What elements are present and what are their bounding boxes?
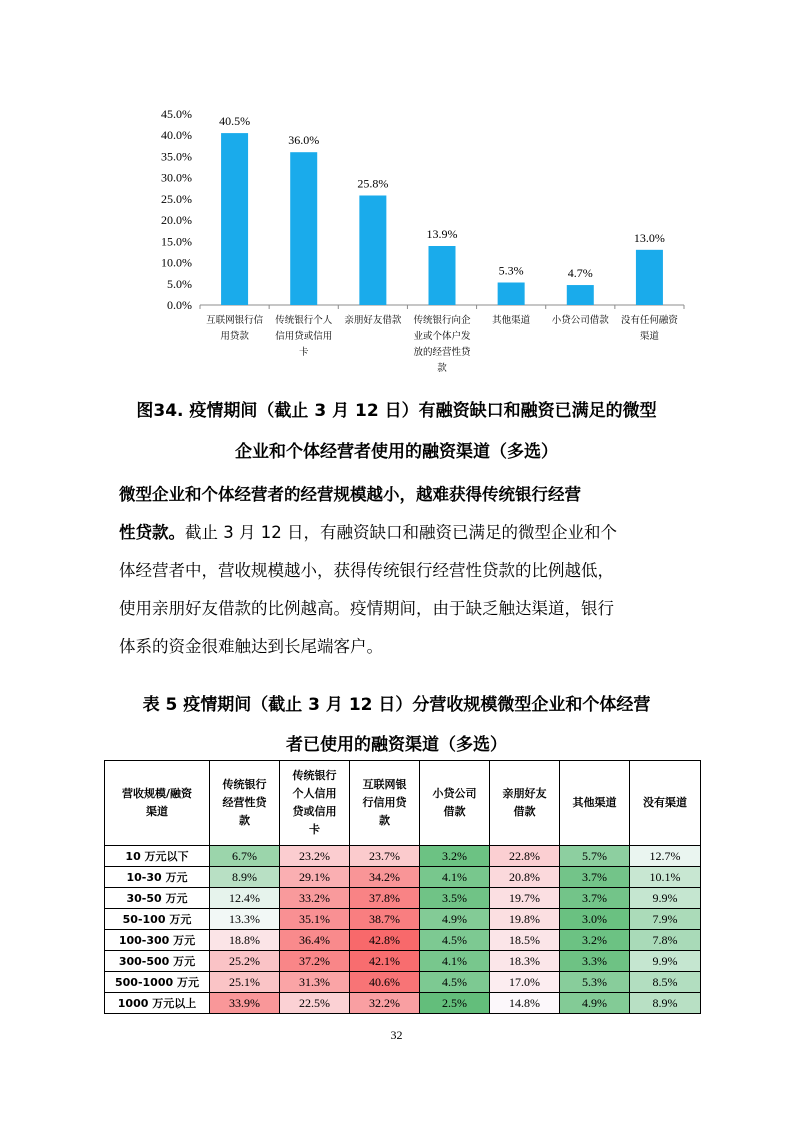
data-label: 36.0% xyxy=(288,133,320,148)
x-category-label-line: 卡 xyxy=(298,347,309,358)
table-cell: 42.1% xyxy=(350,951,420,972)
table-cell: 4.5% xyxy=(420,972,490,993)
financing-channel-table xyxy=(104,760,701,1014)
x-category-label xyxy=(206,314,264,342)
table-cell: 2.5% xyxy=(420,993,490,1014)
row-label: 50-100 万元 xyxy=(105,909,210,930)
table-cell: 4.1% xyxy=(420,951,490,972)
figure-caption-line2: 企业和个体经营者使用的融资渠道（多选） xyxy=(235,442,558,462)
table-cell: 3.7% xyxy=(560,867,630,888)
table-caption-line2: 者已使用的融资渠道（多选） xyxy=(286,735,507,755)
y-tick-label: 0.0% xyxy=(167,298,192,312)
table-cell: 4.9% xyxy=(420,909,490,930)
x-category-label-line: 传统银行向企 xyxy=(413,315,471,326)
table-cell: 13.3% xyxy=(210,909,280,930)
x-category-label xyxy=(413,314,471,374)
x-category-label-line: 信用贷或信用 xyxy=(275,331,333,342)
paragraph-line5: 体系的资金很难触达到长尾端客户。 xyxy=(119,637,383,656)
table-row xyxy=(105,867,701,888)
table-header-text: 借款 xyxy=(513,805,536,818)
y-tick-label: 25.0% xyxy=(161,191,192,206)
table-cell: 4.9% xyxy=(560,993,630,1014)
table-row xyxy=(105,846,701,867)
x-category-label-line: 没有任何融资 xyxy=(620,315,678,326)
table-cell: 37.8% xyxy=(350,888,420,909)
table-cell: 3.2% xyxy=(420,846,490,867)
table-cell: 10.1% xyxy=(630,867,701,888)
y-tick-label: 45.0% xyxy=(161,107,192,121)
x-category-label-line: 小贷公司借款 xyxy=(551,315,609,326)
x-category-label-line: 用贷款 xyxy=(220,331,249,342)
x-category-label xyxy=(344,314,402,326)
paragraph-lead: 微型企业和个体经营者的经营规模越小，越难获得传统银行经营 xyxy=(119,485,581,504)
table-header-text: 互联网银 xyxy=(362,778,407,791)
table-cell: 29.1% xyxy=(280,867,350,888)
table-cell: 5.7% xyxy=(560,846,630,867)
x-category-label-line: 放的经营性贷 xyxy=(413,347,471,358)
bar xyxy=(498,283,525,305)
x-category-label-line: 互联网银行信 xyxy=(206,315,264,326)
table-cell: 33.2% xyxy=(280,888,350,909)
bar xyxy=(567,285,594,305)
table-header-text: 小贷公司 xyxy=(432,787,477,800)
table-cell: 34.2% xyxy=(350,867,420,888)
table-caption-line1: 表 5 疫情期间（截止 3 月 12 日）分营收规模微型企业和个体经营 xyxy=(142,695,651,715)
table-cell: 25.2% xyxy=(210,951,280,972)
table-cell: 18.5% xyxy=(490,930,560,951)
table-cell: 19.8% xyxy=(490,909,560,930)
bar xyxy=(221,133,248,305)
y-tick-label: 10.0% xyxy=(161,255,192,270)
table-header-text: 行信用贷 xyxy=(362,796,407,809)
paragraph-line4: 使用亲朋好友借款的比例越高。疫情期间，由于缺乏触达渠道，银行 xyxy=(119,599,614,618)
table-cell: 8.5% xyxy=(630,972,701,993)
table-cell: 31.3% xyxy=(280,972,350,993)
table-header-text: 传统银行 xyxy=(292,769,337,782)
table-cell: 7.9% xyxy=(630,909,701,930)
table-cell: 35.1% xyxy=(280,909,350,930)
y-tick-label: 15.0% xyxy=(161,234,192,249)
table-row xyxy=(105,993,701,1014)
row-label: 10-30 万元 xyxy=(105,867,210,888)
data-label: 25.8% xyxy=(357,176,389,191)
y-tick-label: 35.0% xyxy=(161,149,192,164)
x-category-label-line: 传统银行个人 xyxy=(275,315,333,326)
table-header-cell xyxy=(350,761,420,846)
data-label: 4.7% xyxy=(567,266,593,281)
table-row xyxy=(105,951,701,972)
page-number: 32 xyxy=(390,1028,403,1042)
table-header-cell xyxy=(280,761,350,846)
table-cell: 22.8% xyxy=(490,846,560,867)
row-label: 10 万元以下 xyxy=(105,846,210,867)
table-cell: 23.7% xyxy=(350,846,420,867)
paragraph-lead-2: 性贷款。 xyxy=(119,523,185,542)
row-label: 1000 万元以上 xyxy=(105,993,210,1014)
table-row xyxy=(105,888,701,909)
x-category-label xyxy=(275,314,333,358)
row-label: 100-300 万元 xyxy=(105,930,210,951)
table-cell: 18.8% xyxy=(210,930,280,951)
table-header-cell xyxy=(105,761,210,846)
table-header-text: 款 xyxy=(239,814,250,827)
table-cell: 3.0% xyxy=(560,909,630,930)
table-cell: 40.6% xyxy=(350,972,420,993)
x-category-label xyxy=(492,314,531,326)
paragraph-line3: 体经营者中，营收规模越小，获得传统银行经营性贷款的比例越低， xyxy=(119,561,614,580)
y-tick-label: 40.0% xyxy=(161,128,192,143)
table-cell: 36.4% xyxy=(280,930,350,951)
table-cell: 9.9% xyxy=(630,888,701,909)
table-cell: 42.8% xyxy=(350,930,420,951)
table-cell: 3.3% xyxy=(560,951,630,972)
table-cell: 4.5% xyxy=(420,930,490,951)
table-cell: 17.0% xyxy=(490,972,560,993)
bar xyxy=(290,152,317,305)
table-header-text: 营收规模/融资 xyxy=(121,787,193,800)
table-cell: 22.5% xyxy=(280,993,350,1014)
table-header-text: 传统银行 xyxy=(222,778,267,791)
table-header-row xyxy=(105,761,701,846)
table-cell: 18.3% xyxy=(490,951,560,972)
table-row xyxy=(105,972,701,993)
table-header-text: 卡 xyxy=(309,823,320,836)
table-header-text: 没有渠道 xyxy=(643,796,687,809)
data-label: 5.3% xyxy=(498,263,524,278)
table-cell: 14.8% xyxy=(490,993,560,1014)
y-tick-label: 30.0% xyxy=(161,170,192,185)
figure-caption-line1: 图34. 疫情期间（截止 3 月 12 日）有融资缺口和融资已满足的微型 xyxy=(136,401,657,421)
table-cell: 32.2% xyxy=(350,993,420,1014)
bar-chart xyxy=(0,0,793,380)
table-body xyxy=(105,846,701,1014)
data-label: 13.0% xyxy=(633,230,665,245)
table-header-text: 款 xyxy=(379,814,390,827)
table-cell: 9.9% xyxy=(630,951,701,972)
table-cell: 12.4% xyxy=(210,888,280,909)
y-tick-label: 20.0% xyxy=(161,213,192,228)
table-cell: 3.5% xyxy=(420,888,490,909)
table-cell: 5.3% xyxy=(560,972,630,993)
table-header-text: 个人信用 xyxy=(292,787,337,800)
table-header-cell xyxy=(210,761,280,846)
table-cell: 25.1% xyxy=(210,972,280,993)
table-cell: 8.9% xyxy=(210,867,280,888)
x-category-label xyxy=(552,314,610,326)
table-cell: 23.2% xyxy=(280,846,350,867)
table-header-cell xyxy=(490,761,560,846)
data-label: 40.5% xyxy=(219,114,251,129)
table-cell: 37.2% xyxy=(280,951,350,972)
table-row xyxy=(105,930,701,951)
x-category-label-line: 款 xyxy=(437,363,447,374)
bar xyxy=(359,195,386,305)
table-cell: 20.8% xyxy=(490,867,560,888)
bar xyxy=(636,250,663,305)
table-cell: 4.1% xyxy=(420,867,490,888)
x-category-label xyxy=(621,314,679,342)
bar xyxy=(429,246,456,305)
table-header-text: 贷或信用 xyxy=(292,805,337,818)
x-category-label-line: 渠道 xyxy=(639,331,659,342)
table-cell: 8.9% xyxy=(630,993,701,1014)
row-label: 300-500 万元 xyxy=(105,951,210,972)
table-header-text: 渠道 xyxy=(146,805,168,818)
table-cell: 6.7% xyxy=(210,846,280,867)
data-label: 13.9% xyxy=(426,227,458,242)
table-header-cell xyxy=(560,761,630,846)
table-header-text: 借款 xyxy=(443,805,466,818)
table-header-cell xyxy=(630,761,701,846)
table-cell: 33.9% xyxy=(210,993,280,1014)
table-cell: 3.7% xyxy=(560,888,630,909)
x-category-label-line: 亲朋好友借款 xyxy=(344,315,402,326)
paragraph-line2: 截止 3 月 12 日，有融资缺口和融资已满足的微型企业和个 xyxy=(185,523,617,542)
table-cell: 19.7% xyxy=(490,888,560,909)
table-header-cell xyxy=(420,761,490,846)
row-label: 30-50 万元 xyxy=(105,888,210,909)
x-category-label-line: 其他渠道 xyxy=(492,315,531,326)
y-tick-label: 5.0% xyxy=(167,276,192,291)
table-cell: 12.7% xyxy=(630,846,701,867)
table-header-text: 经营性贷 xyxy=(222,796,267,809)
body-paragraph xyxy=(119,476,675,666)
table-cell: 7.8% xyxy=(630,930,701,951)
table-row xyxy=(105,909,701,930)
table-cell: 38.7% xyxy=(350,909,420,930)
x-category-label-line: 业或个体户发 xyxy=(413,331,471,342)
table-cell: 3.2% xyxy=(560,930,630,951)
table-header-text: 其他渠道 xyxy=(572,796,617,809)
table-header-text: 亲朋好友 xyxy=(502,787,547,800)
row-label: 500-1000 万元 xyxy=(105,972,210,993)
